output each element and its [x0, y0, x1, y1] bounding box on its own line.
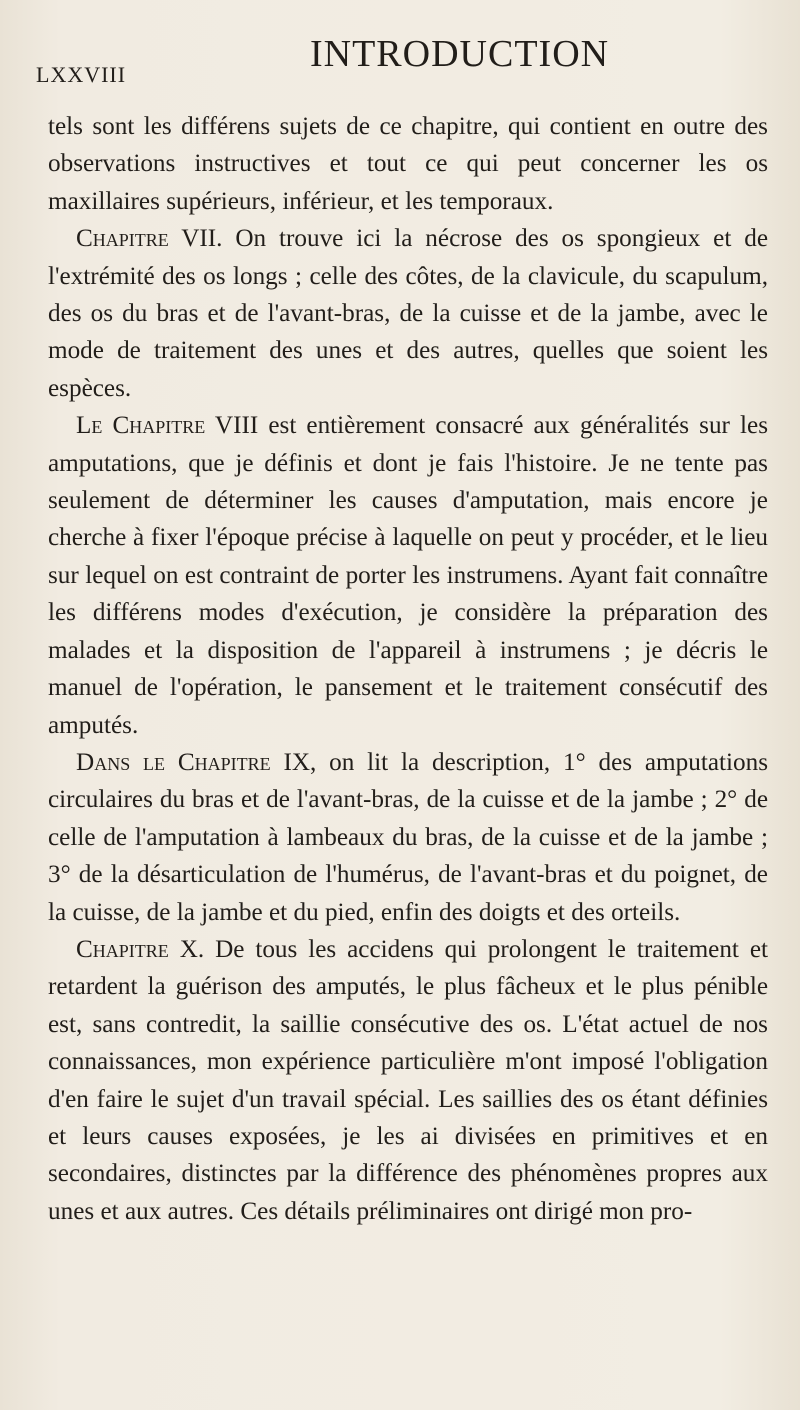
page-header: [36, 30, 776, 100]
page-number: LXXVIII: [36, 62, 127, 87]
paragraph-chapter-9: [48, 744, 768, 931]
paragraph-text: est entièrement consacré aux généralités sur les amputations, que je définis et dont je fais l'histoire. Je ne tente pas seulement de déterminer les causes d'amputation, mais encore je cherche à fixer l'époque précise à laquelle on peut y procéder, et le lieu sur lequel on est contraint de porter les instrumens. Ayant fait connaître les différens modes d'exécution, je considère la préparation des malades et la disposition de l'appareil à instrumens ; je décris le manuel de l'opération, le pansement et le traitement consécutif des amputés.: [48, 412, 769, 739]
paragraph-chapter-10: [48, 931, 768, 1230]
running-title: INTRODUCTION: [310, 33, 610, 75]
chapter-lead: Dans le Chapitre IX: [76, 748, 311, 776]
chapter-lead: Le Chapitre VIII: [76, 412, 259, 440]
body-text: [48, 108, 768, 1230]
paragraph-chapter-7: [48, 220, 768, 407]
paragraph-chapter-8: [48, 407, 768, 744]
paragraph-text: tels sont les différens sujets de ce chapitre, qui contient en outre des observations instructives et tout ce qui peut concerner les os maxillaires supérieurs, inférieur, et les temporaux.: [48, 113, 768, 215]
chapter-lead: Chapitre X.: [76, 935, 205, 963]
chapter-lead: Chapitre VII.: [76, 225, 223, 253]
paragraph-text: On trouve ici la nécrose des os spongieux et de l'extrémité des os longs ; celle des côtes, de la clavicule, du scapulum, des os du bras et de l'avant-bras, de la cuisse et de la jambe, avec le mode de traitement des unes et des autres, quelles que soient les espèces.: [48, 225, 768, 402]
paragraph-text: De tous les accidens qui prolongent le traitement et retardent la guérison des amputés, le plus fâcheux et le plus pénible est, sans contredit, la saillie consécutive des os. L'état actuel de nos connaissances, mon expérience particulière m'ont imposé l'obligation d'en faire le sujet d'un travail spécial. Les saillies des os étant définies et leurs causes exposées, je les ai divisées en primitives et en secondaires, distinctes par la différence des phénomènes propres aux unes et aux autres. Ces détails préliminaires ont dirigé mon pro-: [48, 935, 768, 1225]
paragraph-text: , on lit la description, 1° des amputations circulaires du bras et de l'avant-bras, de la cuisse et de la jambe ; 2° de celle de l'amputation à lambeaux du bras, de la cuisse et de la jambe ; 3° de la désarticulation de l'humérus, de l'avant-bras et du poignet, de la cuisse, de la jambe et du pied, enfin des doigts et des orteils.: [48, 748, 768, 926]
paragraph-continuation: [48, 108, 768, 220]
